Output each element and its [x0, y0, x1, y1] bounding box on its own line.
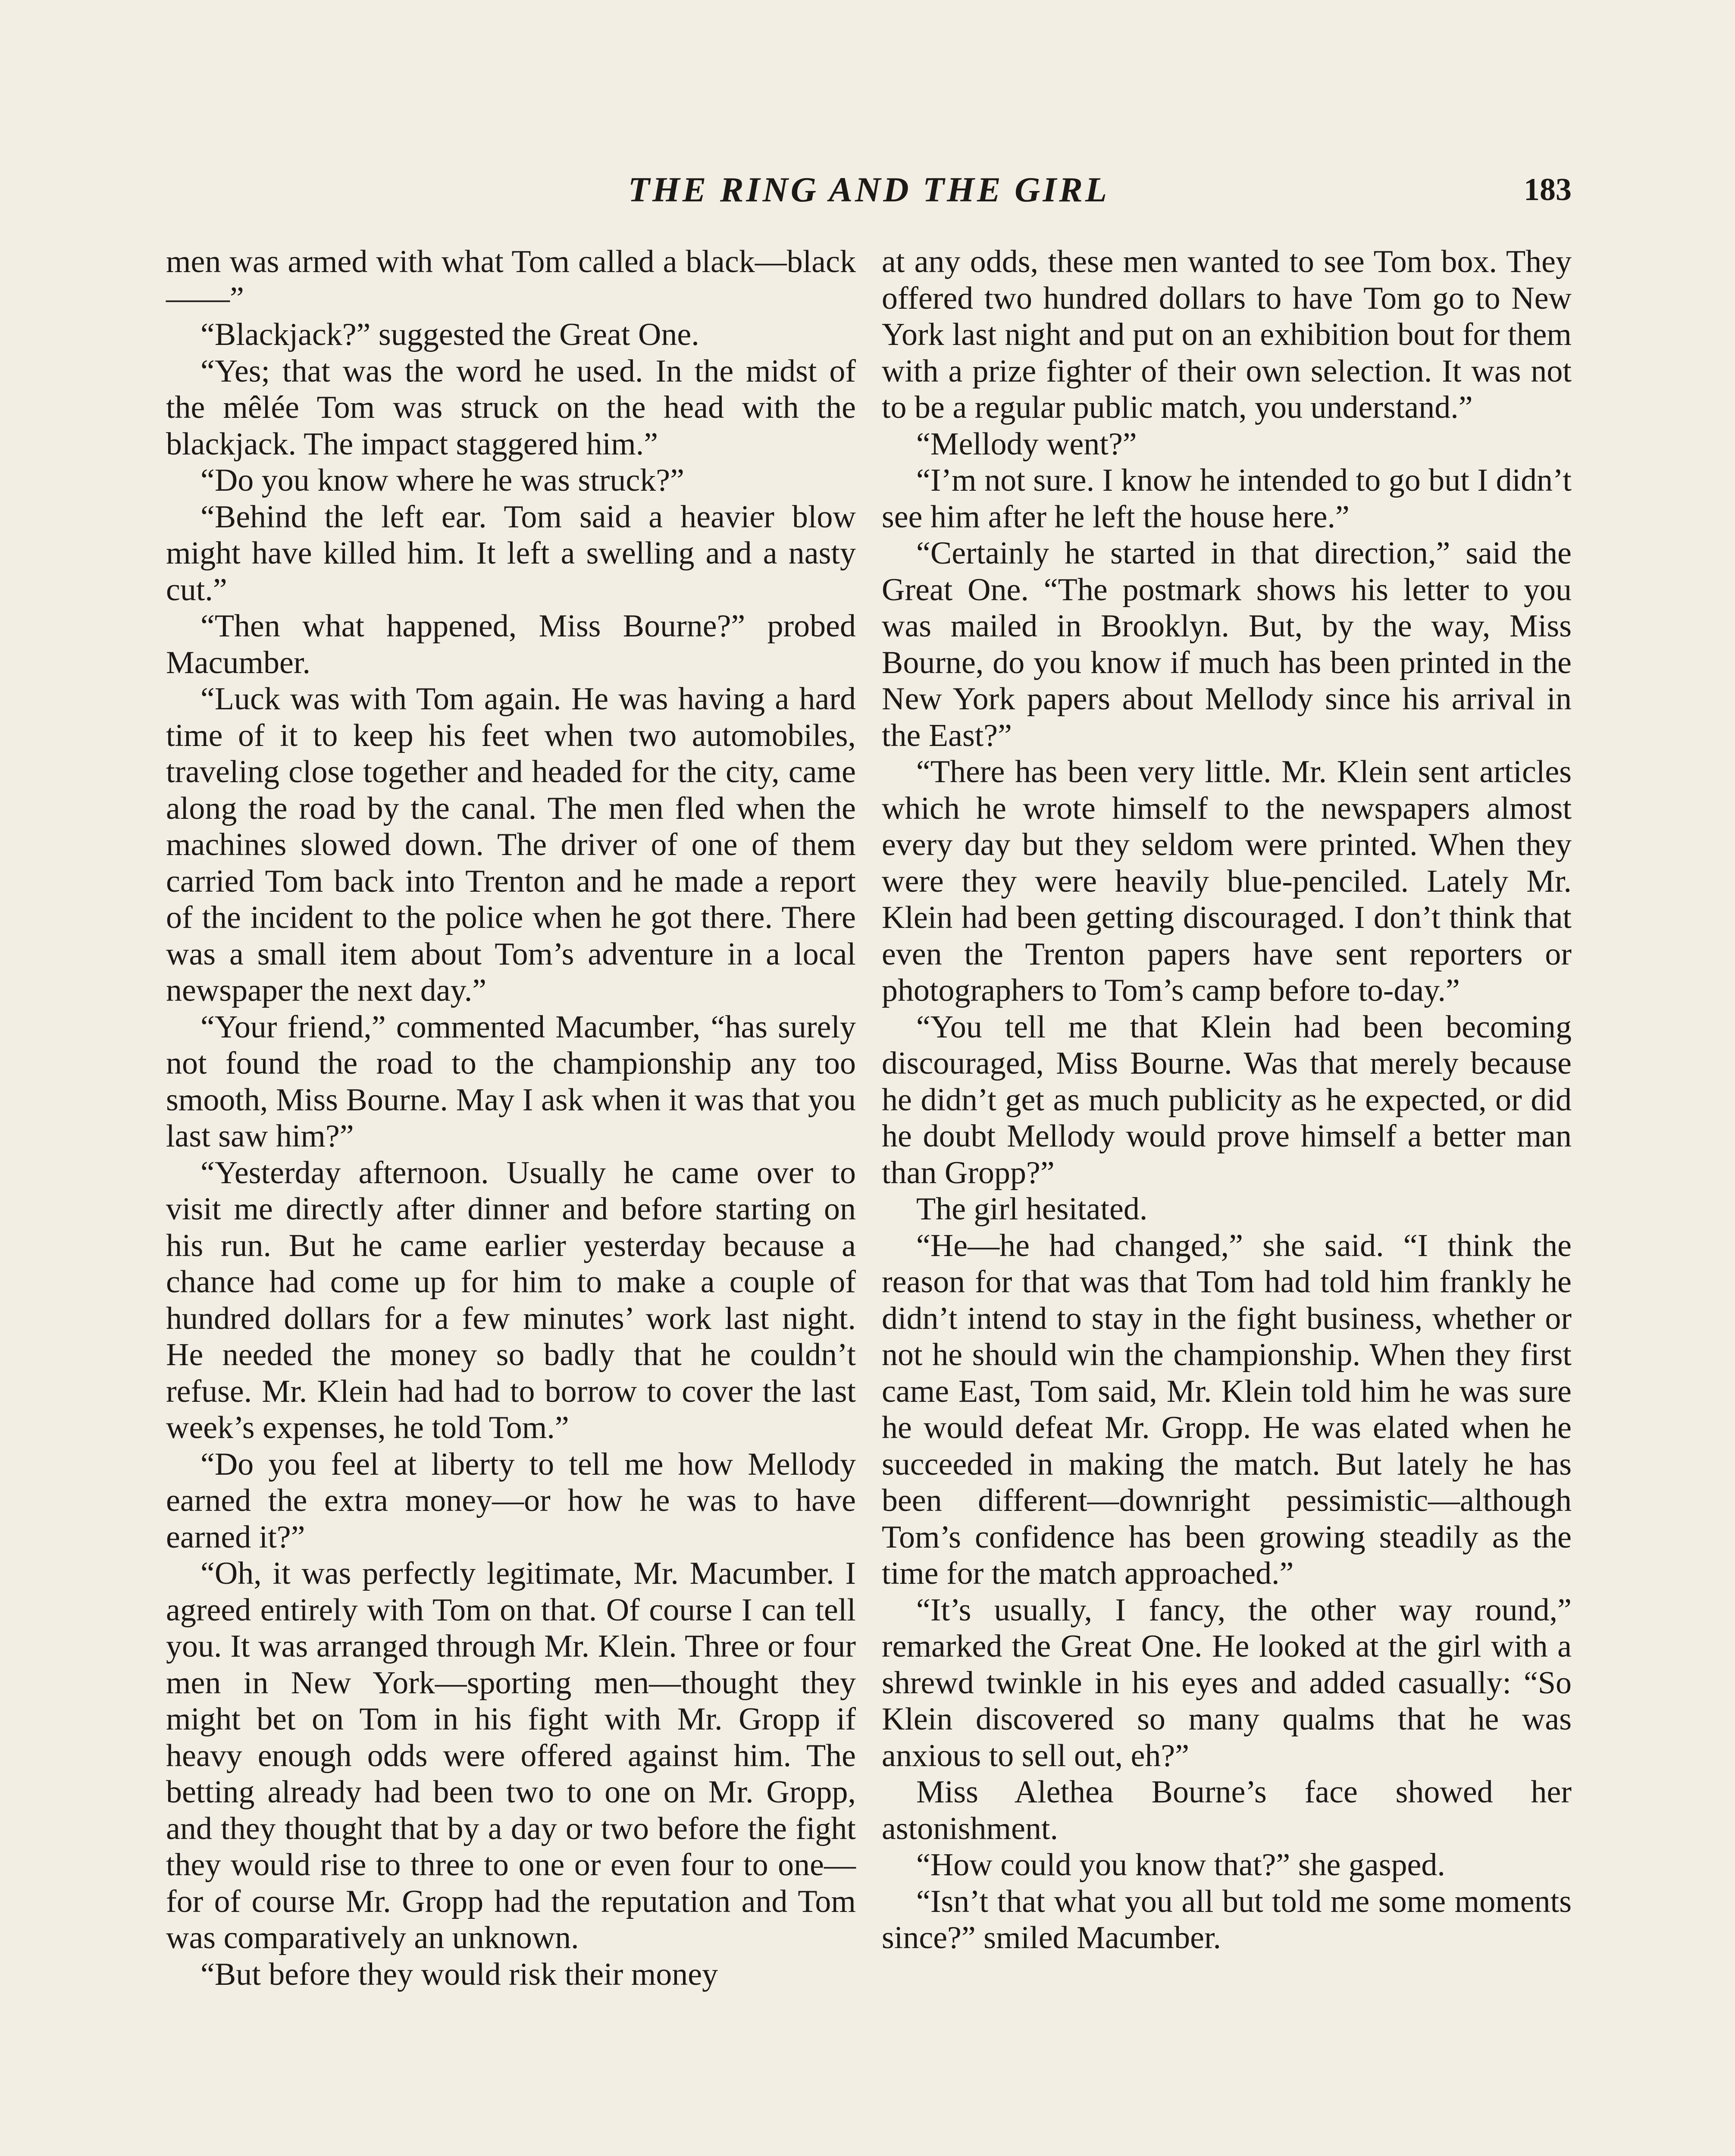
paragraph: “But before they would risk their money [200, 1956, 718, 1992]
page-number: 183 [1524, 172, 1572, 207]
paragraph: at any odds, these men wanted to see Tom box. They offered two hundred dollars to have Tom go to New York last night and put on an exhibition bout for them with a prize fighter of their own selection. It was not to be a regular public match, you understand.” [882, 244, 1572, 425]
paragraph: “Isn’t that what you all but told me some moments since?” smiled Macumber. [882, 1883, 1572, 1955]
paragraph: “Blackjack?” suggested the Great One. [200, 317, 699, 352]
paragraph: “Luck was with Tom again. He was having a hard time of it to keep his feet when two automobiles, traveling close together and headed for the city, came along the road by the canal. The men fled when the machines slowed down. The driver of one of them carried Tom back into Trenton and he made a report of the incident to the police when he got there. There was a small item about Tom’s adventure in a local newspaper the next day.” [166, 681, 856, 1008]
paragraph: “Oh, it was perfectly legitimate, Mr. Macumber. I agreed entirely with Tom on that. Of course I can tell you. It was arranged through Mr. Klein. Three or four men in New York—sporting men—thought they might bet on Tom in his fight with Mr. Gropp if heavy enough odds were offered against him. The betting already had been two to one on Mr. Gropp, and they thought that by a day or two before the fight they would rise to three to one or even four to one—for of course Mr. Gropp had the reputation and Tom was comparatively an unknown. [166, 1556, 856, 1955]
paragraph: “Certainly he started in that direction,” said the Great One. “The postmark shows his letter to you was mailed in Brooklyn. But, by the way, Miss Bourne, do you know if much has been printed in the New York papers about Mellody since his arrival in the East?” [882, 536, 1572, 753]
paragraph: “Yesterday afternoon. Usually he came over to visit me directly after dinner and before starting on his run. But he came earlier yesterday because a chance had come up for him to make a couple of hundred dollars for a few minutes’ work last night. He needed the money so badly that he couldn’t refuse. Mr. Klein had had to borrow to cover the last week’s expenses, he told Tom.” [166, 1155, 856, 1445]
paragraph: “How could you know that?” she gasped. [916, 1847, 1445, 1883]
right-column [882, 244, 1572, 1956]
paragraph: “I’m not sure. I know he intended to go but I didn’t see him after he left the house here.” [882, 463, 1572, 535]
paragraph: “There has been very little. Mr. Klein sent articles which he wrote himself to the newspapers almost every day but they seldom were printed. When they were they were heavily blue-penciled. Lately Mr. Klein had been getting discouraged. I don’t think that even the Trenton papers have sent reporters or photographers to Tom’s camp before to-day.” [882, 754, 1572, 1008]
paragraph: “Behind the left ear. Tom said a heavier blow might have killed him. It left a swelling and a nasty cut.” [166, 499, 856, 608]
paragraph: The girl hesitated. [916, 1191, 1148, 1227]
paragraph: Miss Alethea Bourne’s face showed her astonishment. [882, 1774, 1572, 1846]
paragraph: “You tell me that Klein had been becoming discouraged, Miss Bourne. Was that merely because he didn’t get as much publicity as he expected, or did he doubt Mellody would prove himself a better man than Gropp?” [882, 1009, 1572, 1191]
paragraph: “Yes; that was the word he used. In the midst of the mêlée Tom was struck on the head with the blackjack. The impact staggered him.” [166, 353, 856, 462]
paragraph: “Then what happened, Miss Bourne?” probed Macumber. [166, 608, 856, 680]
paragraph: “It’s usually, I fancy, the other way round,” remarked the Great One. He looked at the girl with a shrewd twinkle in his eyes and added casually: “So Klein discovered so many qualms that he was anxious to sell out, eh?” [882, 1592, 1572, 1774]
paragraph: “Do you feel at liberty to tell me how Mellody earned the extra money—or how he was to have earned it?” [166, 1446, 856, 1555]
running-head [166, 166, 1572, 213]
paragraph: “Your friend,” commented Macumber, “has surely not found the road to the championship any too smooth, Miss Bourne. May I ask when it was that you last saw him?” [166, 1009, 856, 1154]
paragraph: men was armed with what Tom called a black—black——” [166, 244, 856, 316]
left-column [166, 244, 856, 1993]
running-title: THE RING AND THE GIRL [628, 170, 1110, 209]
paragraph: “He—he had changed,” she said. “I think the reason for that was that Tom had told him frankly he didn’t intend to stay in the fight business, whether or not he should win the championship. When they first came East, Tom said, Mr. Klein told him he was sure he would defeat Mr. Gropp. He was elated when he succeeded in making the match. But lately he has been different—downright pessimistic—although Tom’s confidence has been growing steadily as the time for the match approached.” [882, 1228, 1572, 1591]
paragraph: “Mellody went?” [916, 426, 1137, 462]
paragraph: “Do you know where he was struck?” [200, 463, 684, 498]
